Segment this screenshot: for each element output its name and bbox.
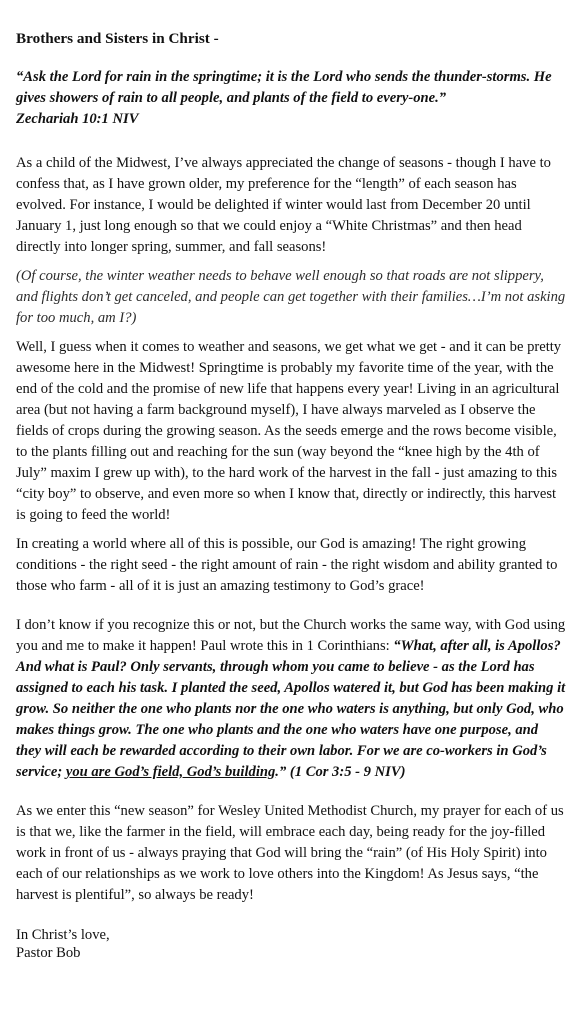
paragraph-new-season: As we enter this “new season” for Wesley United Methodist Church, my prayer for each of us is that we, like the farmer in the field, will embrace each day, being ready for the joy-filled work in front of us - always praying that God will bring the “rain” (of His Holy Spirit) into each of our relationships as we work to love others into the Kingdom! As Jesus says, “the harvest is plentiful”, so always be ready!: [16, 803, 564, 903]
letter-greeting: Brothers and Sisters in Christ -: [16, 30, 219, 47]
epigraph-quote: “Ask the Lord for rain in the springtime; it is the Lord who sends the thunder-storms. He gives showers of rain to all people, and plants of the field to every-one.”: [16, 69, 552, 106]
paragraph-seasons: As a child of the Midwest, I’ve always appreciated the change of seasons - though I have to confess that, as I have grown older, my preference for the “length” of each season has evolved. For instance, I would be delighted if winter would last from December 20 until January 1, just long enough so that we could enjoy a “White Christmas” and then head directly into longer spring, summer, and fall seasons!: [16, 155, 551, 255]
corinthians-reference: (1 Cor 3:5 - 9 NIV): [286, 764, 406, 780]
scripture-epigraph: [16, 67, 566, 130]
corinthians-quote-text: “What, after all, is Apollos? And what is Paul? Only servants, through whom you came to believe - as the Lord has assigned to each his task. I planted the seed, Apollos watered it, but God has been making it grow. So neither the one who plants nor the one who waters is anything, but only God, who makes things grow. The one who plants and the one who waters have one purpose, and they will each be rewarded according to their own labor. For we are co-workers in God’s service;: [16, 638, 566, 780]
signature: Pastor Bob: [16, 945, 81, 961]
corinthians-quote-end: .”: [275, 764, 287, 780]
paragraph-midwest-springtime: Well, I guess when it comes to weather and seasons, we get what we get - and it can be pretty awesome here in the Midwest! Springtime is probably my favorite time of the year, with the end of the cold and the promise of new life that happens every year! Living in an agricultural area (but not having a farm background myself), I have always marveled as I observe the fields of crops during the growing season. As the seeds emerge and the rows become visible, to the plants filling out and reaching for the sun (way beyond the “knee high by the 4th of July” maxim I grew up with), to the hard work of the harvest in the fall - just amazing to this “city boy” to observe, and even more so when I know that, directly or indirectly, this harvest is going to feed the world!: [16, 339, 562, 523]
corinthians-quote-underlined: you are God’s field, God’s building: [65, 764, 276, 780]
epigraph-reference: Zechariah 10:1 NIV: [16, 111, 139, 127]
closing-line: In Christ’s love,: [16, 927, 110, 943]
corinthians-quote: [16, 638, 565, 780]
letter: [16, 28, 566, 962]
aside-winter-weather: (Of course, the winter weather needs to behave well enough so that roads are not slippery, and flights don’t get canceled, and people can get together with their families…I’m not asking for too much, am I?): [16, 268, 566, 326]
paragraph-god-is-amazing: In creating a world where all of this is possible, our God is amazing! The right growing conditions - the right seed - the right amount of rain - the right wisdom and ability granted to those who farm - all of it is just an amazing testimony to God’s grace!: [16, 536, 558, 594]
paragraph-4-intro: I don’t know if you recognize this or not, but the Church works the same way, with God using you and me to make it happen! Paul wrote this in 1 Corinthians:: [16, 617, 566, 654]
signoff: [16, 926, 566, 962]
paragraph-church-works-same-way: [16, 615, 566, 783]
